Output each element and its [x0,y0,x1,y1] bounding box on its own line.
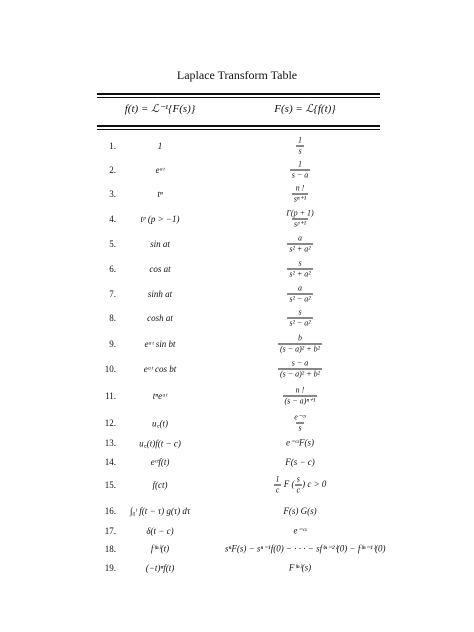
table-row [0,159,474,181]
time-function: (−t)ⁿf(t) [145,563,175,573]
row-number: 9. [109,339,116,349]
time-function: f⁽ⁿ⁾(t) [150,543,170,554]
fraction [287,284,312,305]
row-number: 4. [109,214,116,224]
laplace-transform [225,284,375,305]
laplace-transform [225,184,375,205]
fraction-numerator: 1 [275,474,280,484]
fraction-numerator: s [296,474,300,484]
laplace-transform [225,359,375,380]
transform-text: F(s) G(s) [283,506,317,516]
table-row [0,451,474,473]
laplace-transform [225,160,375,181]
table-row [0,258,474,280]
row-number: 1. [109,141,116,151]
table-row [0,412,474,434]
fraction [292,413,308,434]
fraction [287,259,312,280]
fraction [287,234,312,255]
laplace-transform [225,457,375,467]
fraction-numerator: a [298,233,302,243]
laplace-transform [225,413,375,434]
header-inverse: f(t) = ℒ⁻¹{F(s)} [124,103,196,115]
fraction-numerator: s [298,258,302,268]
top-rule-thin [97,97,380,98]
time-function: f(ct) [152,480,168,490]
transform-text: e⁻ᶜˢF(s) [285,437,314,448]
table-row [0,307,474,329]
fraction-denominator: sⁿ⁺¹ [293,194,307,204]
laplace-transform [225,563,375,574]
laplace-transform [225,543,386,555]
row-number: 2. [109,165,116,175]
laplace-transform [225,308,375,329]
transform-text: F⁽ⁿ⁾(s) [288,562,312,573]
table-row [0,557,474,579]
condition: ) c > 0 [302,479,327,490]
row-number: 11. [105,391,116,401]
row-number: 3. [109,189,116,199]
fraction-numerator: n ! [295,385,305,395]
fraction-numerator: n ! [295,183,305,193]
laplace-transform [225,136,375,157]
time-function: cosh at [147,313,173,323]
row-number: 16. [104,506,116,516]
fraction-denominator: s [298,423,302,433]
table-row [0,333,474,355]
time-function: tⁿ [157,189,163,199]
header-rule-thin [97,129,380,130]
laplace-transform [225,526,375,537]
time-function: eᵃᵗ [155,165,165,175]
fraction-numerator: a [298,283,302,293]
fraction-denominator: (s − a)² + b² [279,369,321,379]
fraction-denominator: c [296,485,301,495]
row-number: 10. [104,364,116,374]
row-number: 17. [104,526,116,536]
laplace-transform [225,209,375,230]
time-function: tᵖ (p > −1) [140,214,180,224]
time-function: cos at [149,264,171,274]
table-row [0,135,474,157]
laplace-transform [225,259,375,280]
row-number: 5. [109,239,116,249]
fraction-numerator: 1 [298,135,302,145]
transform-text: F(s − c) [285,457,315,467]
laplace-transform [225,334,375,355]
fraction [290,160,311,181]
laplace-transform [225,506,375,516]
time-function: sinh at [147,289,173,299]
fraction-denominator: s [298,146,302,156]
table-row [0,474,474,496]
table-row [0,358,474,380]
time-function: 1 [157,141,163,151]
row-number: 7. [109,289,116,299]
header-transform: F(s) = ℒ{f(t)} [274,103,336,115]
fraction-numerator: s − a [291,358,309,368]
fraction [278,334,322,355]
time-function: ∫₀ᵗ f(t − τ) g(τ) dτ [129,506,191,516]
table-row [0,233,474,255]
fraction-numerator: s [298,307,302,317]
row-number: 12. [104,418,116,428]
fraction-numerator: b [297,333,302,343]
fraction [283,386,318,407]
fraction-numerator: e⁻ᶜˢ [294,412,306,422]
table-row [0,183,474,205]
fraction-numerator: 1 [297,159,302,169]
time-function: eᶜᵗf(t) [150,457,170,467]
fraction [296,136,304,157]
fraction [292,184,308,205]
fraction [278,359,322,380]
time-function: u꜀(t) [151,418,169,429]
fraction-denominator: s² + a² [289,269,311,279]
top-rule [97,93,380,95]
fraction-denominator: sᵖ⁺¹ [294,219,306,229]
time-function: eᵃᵗ cos bt [143,364,177,374]
fraction-denominator: (s − a)ⁿ⁺¹ [284,396,316,406]
row-number: 14. [104,457,116,467]
time-function: sin at [150,239,170,249]
fraction-denominator: (s − a)² + b² [279,344,321,354]
time-function: u꜀(t)f(t − c) [139,438,181,449]
laplace-transform [225,475,375,496]
table-row [0,385,474,407]
row-number: 15. [104,480,116,490]
transform-text: sⁿF(s) − sⁿ⁻¹f(0) − · · · − sf⁽ⁿ⁻²⁾(0) − f⁽ⁿ⁻¹⁾(0) [225,543,386,554]
fraction-numerator: Γ(p + 1) [286,208,314,218]
function-symbol: F ( [281,479,295,490]
time-function: δ(t − c) [146,526,174,536]
transform-text: e⁻ᶜˢ [293,525,307,536]
row-number: 13. [104,438,116,448]
fraction [287,308,312,329]
row-number: 8. [109,313,116,323]
table-row [0,208,474,230]
scale-fraction [274,475,282,496]
row-number: 18. [104,544,116,554]
table-row [0,500,474,522]
fraction-denominator: s² − a² [289,318,311,328]
laplace-transform [225,234,375,255]
fraction-denominator: s² − a² [289,294,311,304]
fraction-denominator: s² + a² [289,244,311,254]
row-number: 19. [104,563,116,573]
table-row [0,283,474,305]
header-rule [97,125,380,127]
laplace-transform [225,386,375,407]
fraction [284,209,315,230]
time-function: tⁿeᵃᵗ [152,391,168,401]
argument-fraction [295,475,303,496]
row-number: 6. [109,264,116,274]
fraction-denominator: s − a [291,170,309,180]
laplace-transform [225,438,375,449]
time-function: eᵃᵗ sin bt [144,339,176,349]
page-title: Laplace Transform Table [176,68,298,82]
fraction-denominator: c [275,485,280,495]
